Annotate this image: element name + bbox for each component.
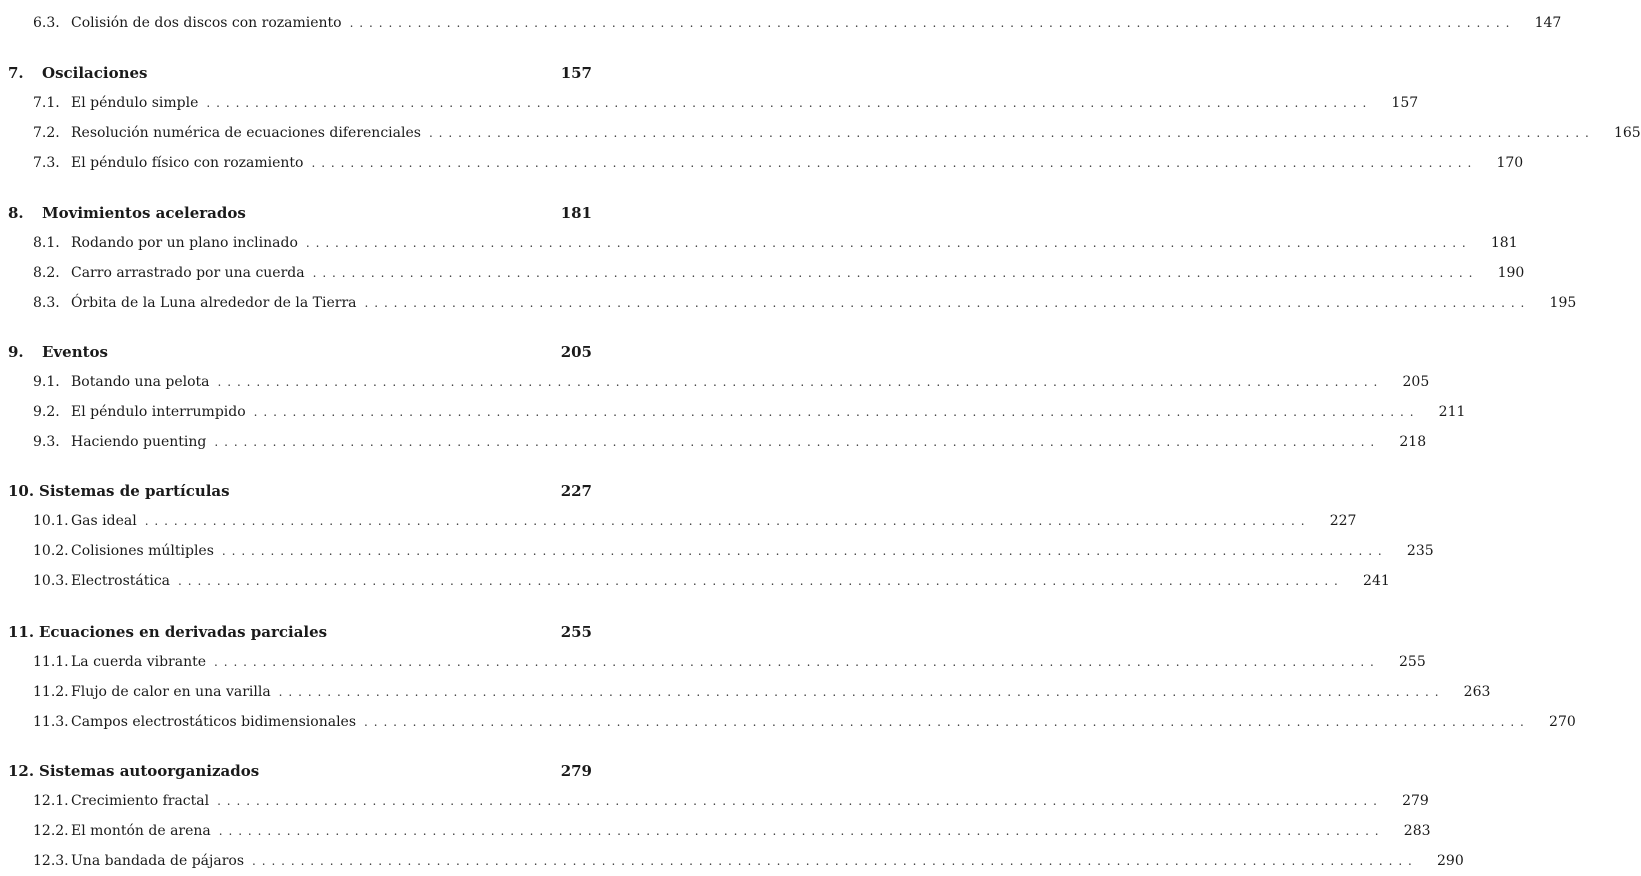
toc-entry[interactable] [0,822,1431,840]
page-number: 263 [1463,684,1491,700]
page-number: 279 [560,762,592,780]
section-number: 10.1. [33,513,69,529]
chapter-number: 10. [8,482,35,500]
section-title: Colisión de dos discos con rozamiento [71,15,342,31]
section-number: 10.2. [33,543,69,559]
section-title: Rodando por un plano inclinado [71,235,298,251]
section-title: El péndulo interrumpido [71,404,246,420]
toc-entry[interactable] [0,852,1464,870]
page-number: 270 [1549,714,1576,730]
page-number: 195 [1549,295,1577,311]
dot-leader: ........................................................................................................................ [214,435,1381,449]
toc-entry[interactable] [0,294,1577,312]
section-title: Una bandada de pájaros [71,853,245,869]
toc-chapter[interactable] [0,64,600,82]
toc-entry[interactable] [0,433,1427,451]
dot-leader: ........................................................................................................................ [252,854,1418,868]
section-number: 9.3. [33,434,60,450]
section-title: El montón de arena [71,823,211,839]
toc-chapter[interactable] [0,623,600,641]
dot-leader: ........................................................................................................................ [221,544,1388,558]
page-number: 170 [1496,155,1524,171]
toc-entry[interactable] [0,264,1525,282]
page-number: 227 [560,482,592,500]
toc-entry[interactable] [0,572,1390,590]
page-number: 165 [1613,125,1641,141]
section-number: 7.1. [33,95,60,111]
section-number: 10.3. [33,573,69,589]
section-title: Campos electrostáticos bidimensionales [71,714,357,730]
section-title: Haciendo puenting [71,434,207,450]
section-number: 8.3. [33,295,60,311]
toc-entry[interactable] [0,653,1426,671]
section-number: 11.2. [33,684,69,700]
page-number: 218 [1399,434,1427,450]
page-number: 157 [1391,95,1419,111]
toc-chapter[interactable] [0,762,600,780]
page-number: 211 [1438,404,1466,420]
section-number: 7.2. [33,125,60,141]
section-title: Flujo de calor en una varilla [71,684,271,700]
page-number: 157 [560,64,592,82]
toc-entry[interactable] [0,154,1524,172]
section-number: 8.1. [33,235,60,251]
page-number: 181 [560,204,592,222]
page-number: 255 [1399,654,1426,670]
toc-entry[interactable] [0,683,1491,701]
section-title: Botando una pelota [71,374,210,390]
toc-entry[interactable] [0,512,1357,530]
chapter-number: 8. [8,204,24,222]
chapter-title: Sistemas de partículas [39,482,230,500]
page-number: 227 [1329,513,1357,529]
dot-leader: ........................................................................................................................ [305,236,1472,250]
page-number: 235 [1406,543,1434,559]
section-title: La cuerda vibrante [71,654,207,670]
section-title: Crecimiento fractal [71,793,210,809]
chapter-title: Ecuaciones en derivadas parciales [39,623,328,641]
page-number: 290 [1437,853,1464,869]
toc-chapter[interactable] [0,343,600,361]
toc-entry[interactable] [0,403,1466,421]
section-number: 8.2. [33,265,60,281]
section-title: Resolución numérica de ecuaciones diferenciales [71,125,421,141]
section-title: Órbita de la Luna alrededor de la Tierra [71,295,357,311]
chapter-number: 9. [8,343,24,361]
dot-leader: ........................................................................................................................ [178,574,1344,588]
section-number: 12.1. [33,793,69,809]
toc-entry[interactable] [0,713,1576,731]
dot-leader: ........................................................................................................................ [428,126,1595,140]
chapter-title: Movimientos acelerados [42,204,246,222]
toc-chapter[interactable] [0,204,600,222]
page-number: 205 [560,343,592,361]
section-title: El péndulo simple [71,95,199,111]
section-number: 6.3. [33,15,60,31]
dot-leader: ........................................................................................................................ [312,266,1479,280]
dot-leader: ........................................................................................................................ [349,16,1516,30]
toc-entry[interactable] [0,14,1562,32]
toc-entry[interactable] [0,94,1419,112]
chapter-title: Oscilaciones [42,64,148,82]
chapter-number: 11. [8,623,35,641]
dot-leader: ........................................................................................................................ [311,156,1478,170]
page-number: 255 [560,623,592,641]
section-number: 9.2. [33,404,60,420]
toc-entry[interactable] [0,234,1518,252]
section-number: 9.1. [33,374,60,390]
page-number: 279 [1402,793,1429,809]
dot-leader: ........................................................................................................................ [278,685,1445,699]
dot-leader: ........................................................................................................................ [144,514,1311,528]
toc-entry[interactable] [0,124,1641,142]
page-number: 283 [1403,823,1431,839]
toc-entry[interactable] [0,792,1429,810]
chapter-number: 7. [8,64,24,82]
toc-entry[interactable] [0,373,1430,391]
dot-leader: ........................................................................................................................ [206,96,1373,110]
section-title: Electrostática [71,573,171,589]
page-number: 205 [1402,374,1430,390]
section-number: 11.3. [33,714,69,730]
dot-leader: ........................................................................................................................ [217,794,1383,808]
section-number: 11.1. [33,654,69,670]
chapter-title: Eventos [42,343,108,361]
dot-leader: ........................................................................................................................ [217,375,1384,389]
section-title: El péndulo físico con rozamiento [71,155,304,171]
toc-entry[interactable] [0,542,1434,560]
dot-leader: ........................................................................................................................ [364,296,1531,310]
section-title: Colisiones múltiples [71,543,214,559]
dot-leader: ........................................................................................................................ [364,715,1530,729]
section-number: 7.3. [33,155,60,171]
toc-chapter[interactable] [0,482,600,500]
chapter-number: 12. [8,762,35,780]
page-number: 147 [1534,15,1562,31]
section-title: Gas ideal [71,513,137,529]
section-number: 12.2. [33,823,69,839]
page-number: 241 [1363,573,1390,589]
section-number: 12.3. [33,853,69,869]
dot-leader: ........................................................................................................................ [218,824,1385,838]
section-title: Carro arrastrado por una cuerda [71,265,305,281]
page-number: 190 [1497,265,1525,281]
chapter-title: Sistemas autoorganizados [39,762,260,780]
dot-leader: ........................................................................................................................ [214,655,1380,669]
page-number: 181 [1490,235,1518,251]
dot-leader: ........................................................................................................................ [253,405,1420,419]
